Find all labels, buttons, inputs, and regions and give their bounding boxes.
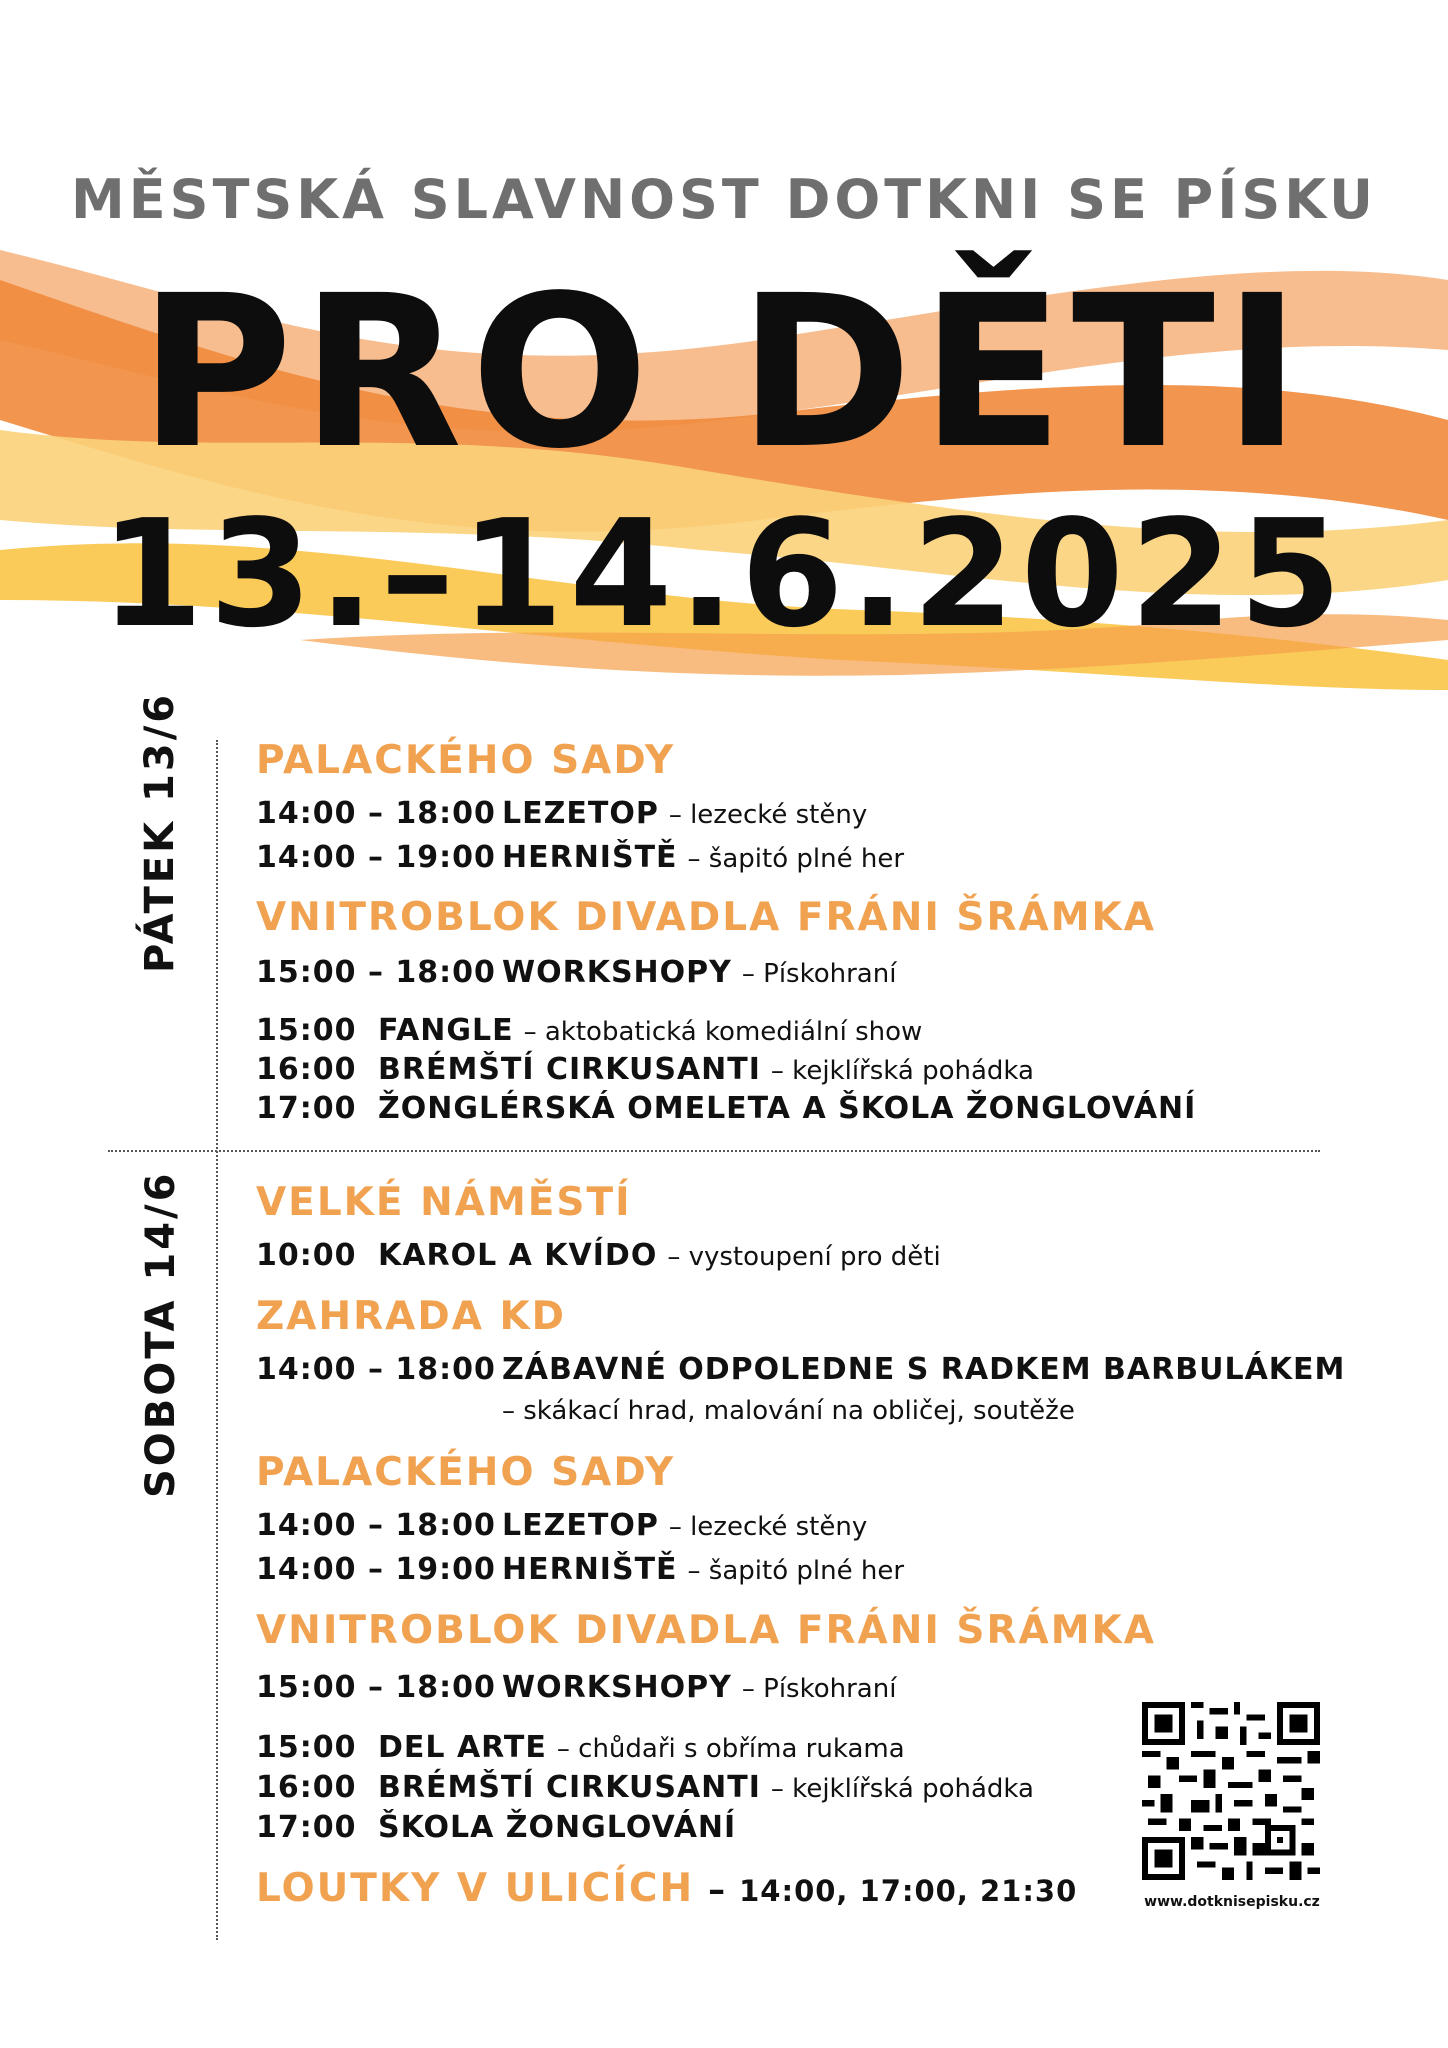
program-desc: – chůdaři s obříma rukama [556,1734,905,1764]
website-url[interactable]: www.dotknisepisku.cz [1144,1894,1320,1910]
program-time: 14:00 – 18:00 [256,796,496,831]
program-time: 17:00 [256,1091,357,1126]
program-row [256,1352,1345,1387]
program-row [256,840,904,875]
program-name: LEZETOP [502,796,659,831]
program-desc: – kejklířská pohádka [770,1056,1034,1086]
event-supertitle: MĚSTSKÁ SLAVNOST DOTKNI SE PÍSKU [71,168,1377,231]
qr-code-icon[interactable] [1142,1702,1320,1880]
program-desc: – šapitó plné her [687,844,905,874]
program-row [256,1508,867,1543]
venue-heading: VNITROBLOK DIVADLA FRÁNI ŠRÁMKA [256,1608,1156,1653]
program-desc: – skákací hrad, malování na obličej, soutěže [502,1396,1075,1426]
program-time: 14:00 – 19:00 [256,840,496,875]
program-name: WORKSHOPY [502,1670,732,1705]
program-name: LEZETOP [502,1508,659,1543]
loutky-dash: – [708,1870,726,1910]
program-name: WORKSHOPY [502,955,732,990]
program-time: 16:00 [256,1770,357,1805]
program-row [256,1552,904,1587]
venue-heading: PALACKÉHO SADY [256,738,676,783]
loutky-times: 14:00, 17:00, 21:30 [739,1874,1078,1908]
program-desc: – lezecké stěny [668,1512,868,1542]
program-row [256,796,867,831]
program-desc: – šapitó plné her [687,1556,905,1586]
program-name: FANGLE [378,1013,514,1048]
program-desc: – kejklířská pohádka [770,1774,1034,1804]
program-row [256,1238,941,1273]
program-row [256,955,896,990]
program-desc: – lezecké stěny [668,800,868,830]
program-name: ZÁBAVNÉ ODPOLEDNE S RADKEM BARBULÁKEM [502,1352,1346,1387]
day-label-friday: PÁTEK 13/6 [137,691,183,973]
program-name: BRÉMŠTÍ CIRKUSANTI [378,1052,761,1087]
loutky-row [256,1866,1077,1911]
program-desc: – Pískohraní [741,1674,897,1704]
page-title: PRO DĚTI [138,250,1310,495]
program-time: 15:00 – 18:00 [256,1670,496,1705]
program-time: 14:00 – 18:00 [256,1352,496,1387]
program-name: HERNIŠTĚ [502,840,678,875]
program-row [256,1052,1034,1087]
venue-heading: VNITROBLOK DIVADLA FRÁNI ŠRÁMKA [256,895,1156,940]
program-row [256,1730,905,1765]
event-dates: 13.–14.6.2025 [100,488,1348,660]
program-row [256,1770,1034,1805]
program-name: ŽONGLÉRSKÁ OMELETA A ŠKOLA ŽONGLOVÁNÍ [378,1091,1197,1126]
program-time: 14:00 – 19:00 [256,1552,496,1587]
day-divider [108,1150,1320,1152]
program-name: KAROL A KVÍDO [378,1238,658,1273]
loutky-title: LOUTKY V ULICÍCH [256,1866,695,1911]
program-name: HERNIŠTĚ [502,1552,678,1587]
vertical-divider [216,740,218,1940]
program-row [256,1810,736,1845]
program-time: 10:00 [256,1238,357,1273]
program-time: 16:00 [256,1052,357,1087]
program-name: DEL ARTE [378,1730,547,1765]
program-row [256,1091,1196,1126]
program-time: 17:00 [256,1810,357,1845]
program-desc: – aktobatická komediální show [523,1017,923,1047]
program-desc: – vystoupení pro děti [667,1242,941,1272]
program-time: 15:00 – 18:00 [256,955,496,990]
program-name: BRÉMŠTÍ CIRKUSANTI [378,1770,761,1805]
day-label-saturday: SOBOTA 14/6 [138,1170,184,1498]
program-time: 15:00 [256,1013,357,1048]
program-row [256,1670,896,1705]
program-name: ŠKOLA ŽONGLOVÁNÍ [378,1810,737,1845]
program-desc: – Pískohraní [741,959,897,989]
program-time: 14:00 – 18:00 [256,1508,496,1543]
venue-heading: ZAHRADA KD [256,1294,567,1339]
venue-heading: PALACKÉHO SADY [256,1450,676,1495]
venue-heading: VELKÉ NÁMĚSTÍ [256,1180,632,1225]
program-time: 15:00 [256,1730,357,1765]
program-row [256,1013,922,1048]
